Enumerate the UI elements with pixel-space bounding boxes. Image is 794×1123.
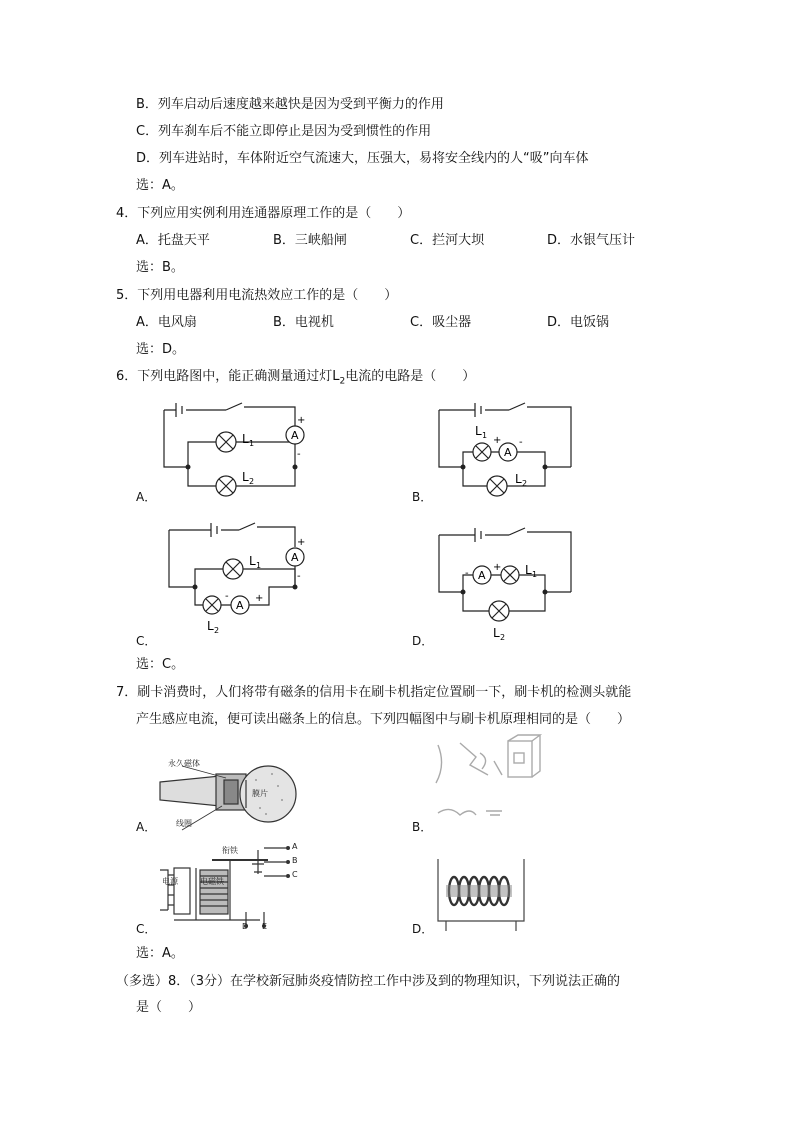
q7-stem-line2: 产生感应电流，便可读出磁条上的信息。下列四幅图中与刷卡机原理相同的是（ ） (136, 712, 631, 727)
fig-c-terminal-b: B (292, 856, 298, 865)
q8-stem-line2: 是（ ） (136, 1000, 202, 1015)
svg-text:-: - (225, 591, 229, 602)
circuit-d-label: D． (412, 634, 434, 648)
circuit-c-diagram (155, 515, 325, 635)
svg-text:2: 2 (500, 633, 506, 642)
svg-text:L: L (249, 554, 256, 568)
q5-stem: 5．下列用电器利用电流热效应工作的是（ ） (116, 288, 398, 303)
fig-c-armature-label: 衔铁 (222, 846, 238, 855)
ammeter-letter: A (291, 429, 299, 442)
fig-b-label: B． (412, 820, 433, 834)
svg-text:L: L (207, 619, 214, 633)
svg-text:L: L (493, 626, 500, 640)
q4-stem: 4．下列应用实例利用连通器原理工作的是（ ） (116, 206, 411, 221)
fig-c-terminal-d: D (242, 922, 249, 931)
svg-text:L: L (242, 470, 249, 484)
q4-option-c: C．拦河大坝 (410, 233, 485, 248)
magnet-figure (430, 735, 550, 830)
svg-text:+: + (255, 593, 264, 604)
q4-option-a: A．托盘天平 (136, 233, 210, 248)
q5-answer: 选：D。 (136, 342, 186, 357)
circuit-b-diagram (425, 395, 595, 495)
circuit-c-label: C． (136, 634, 157, 648)
q3-answer: 选：A。 (136, 178, 184, 193)
svg-text:A: A (236, 599, 244, 612)
q4-option-b: B．三峡船闸 (273, 233, 347, 248)
q5-option-d: D．电饭锅 (547, 315, 610, 330)
svg-text:2: 2 (249, 477, 255, 486)
svg-text:+: + (297, 537, 306, 548)
svg-text:L: L (242, 432, 249, 446)
svg-text:A: A (291, 551, 299, 564)
fig-c-label: C． (136, 922, 157, 936)
fig-a-membrane-label: 膜片 (252, 789, 268, 798)
fig-a-label: A． (136, 820, 157, 834)
svg-text:+: + (493, 562, 502, 573)
q4-option-d: D．水银气压计 (547, 233, 636, 248)
fig-c-terminal-a: A (292, 842, 298, 851)
svg-text:L: L (515, 472, 522, 486)
svg-text:L: L (525, 563, 532, 577)
circuit-a-label: A． (136, 490, 157, 504)
svg-text:+: + (493, 435, 502, 446)
svg-text:1: 1 (249, 439, 255, 448)
q3-option-b: B．列车启动后速度越来越快是因为受到平衡力的作用 (136, 97, 444, 112)
svg-text:A: A (504, 446, 512, 459)
svg-text:+: + (297, 415, 306, 426)
fig-a-coil-label: 线圈 (176, 819, 192, 828)
svg-text:L: L (475, 424, 482, 438)
fig-c-core-label: 电磁铁 (200, 877, 224, 886)
fig-c-terminal-e: E (262, 922, 268, 931)
fig-a-magnet-label: 永久磁体 (168, 759, 200, 768)
svg-text:-: - (297, 571, 301, 582)
fig-c-power-label: 电源 (162, 877, 178, 886)
q4-answer: 选：B。 (136, 260, 184, 275)
solenoid-figure (432, 855, 532, 935)
q5-option-b: B．电视机 (273, 315, 334, 330)
svg-text:1: 1 (482, 431, 488, 440)
svg-text:1: 1 (256, 561, 262, 570)
q7-stem-line1: 7．刷卡消费时，人们将带有磁条的信用卡在刷卡机指定位置刷一下，刷卡机的检测头就能 (116, 685, 632, 700)
q5-option-a: A．电风扇 (136, 315, 197, 330)
q5-option-c: C．吸尘器 (410, 315, 472, 330)
svg-text:-: - (465, 568, 469, 579)
circuit-a-diagram (150, 395, 320, 495)
fig-c-terminal-c: C (292, 870, 298, 879)
svg-text:2: 2 (522, 479, 528, 488)
fig-d-label: D． (412, 922, 434, 936)
circuit-b-label: B． (412, 490, 433, 504)
svg-text:2: 2 (214, 626, 220, 635)
q8-stem-line1: （多选）8．（3分）在学校新冠肺炎疫情防控工作中涉及到的物理知识，下列说法正确的 (116, 974, 621, 989)
svg-text:-: - (519, 437, 523, 448)
q3-option-d: D．列车进站时，车体附近空气流速大，压强大，易将安全线内的人“吸”向车体 (136, 151, 589, 166)
q3-option-c: C．列车刹车后不能立即停止是因为受到惯性的作用 (136, 124, 432, 139)
q6-stem: 6．下列电路图中，能正确测量通过灯$L_2$电流的电路是（ ） (116, 369, 476, 387)
q6-answer: 选：C。 (136, 657, 185, 672)
q7-answer: 选：A。 (136, 946, 184, 961)
svg-text:-: - (297, 449, 301, 460)
svg-text:1: 1 (532, 570, 538, 579)
circuit-d-diagram (425, 520, 595, 640)
svg-text:A: A (478, 569, 486, 582)
